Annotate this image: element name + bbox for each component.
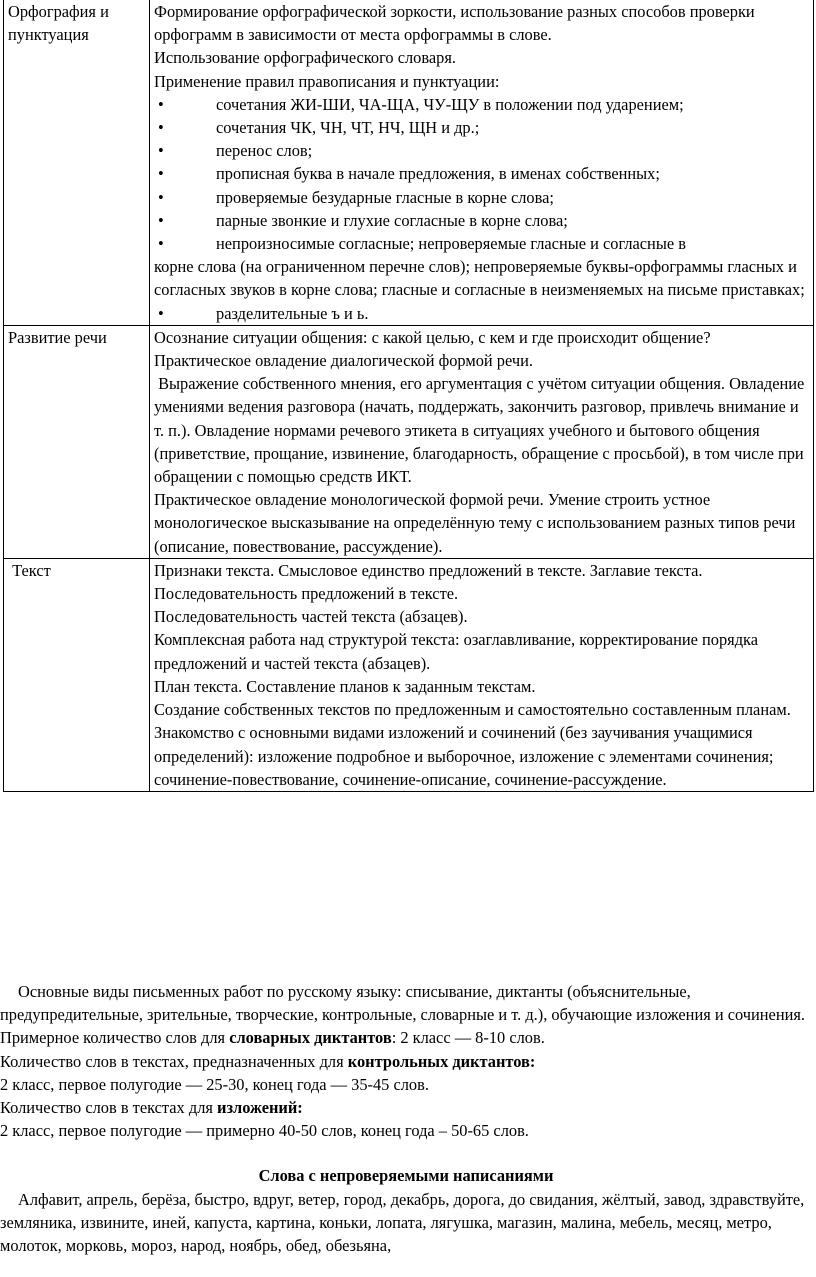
written-works-paragraph: Основные виды письменных работ по русскому языку: списывание, диктанты (объяснительные, предупредительные, зрительные, творческие, контрольные, словарные и т. д.), обучающие изложения и сочинения. — [0, 982, 806, 1025]
topic-label: Текст — [8, 560, 51, 580]
bullet-icon: • — [158, 164, 164, 184]
list-item — [154, 209, 807, 232]
table-row — [4, 325, 814, 558]
paragraph: Знакомство с основными видами изложений и сочинений (без заучивания учащимися определений): изложение подробное и выборочное, изложение с элементами сочинения; сочинение-повествование, сочинение-описание, сочинение-рассуждение. — [154, 723, 774, 789]
topic-cell — [4, 325, 150, 558]
paragraph: Применение правил правописания и пунктуации: — [154, 71, 500, 91]
list-item — [154, 116, 807, 139]
text-span: Примерное количество слов для — [0, 1028, 230, 1048]
list-item-text: перенос слов; — [216, 141, 313, 161]
topic-label: Орфография и пунктуация — [8, 2, 109, 45]
paragraph: Последовательность частей текста (абзацев). — [154, 607, 468, 627]
bullet-icon: • — [158, 94, 164, 114]
exposition-line — [0, 1096, 812, 1119]
list-item-text: сочетания ЖИ-ШИ, ЧА-ЩА, ЧУ-ЩУ в положении под ударением; — [216, 94, 684, 114]
exposition-values: 2 класс, первое полугодие — примерно 40-50 слов, конец года – 50-65 слов. — [0, 1121, 529, 1141]
table-row — [4, 0, 814, 325]
paragraph: Создание собственных текстов по предложенным и самостоятельно составленным планам. — [154, 700, 791, 720]
bold-term: изложений: — [217, 1098, 303, 1118]
curriculum-table — [3, 0, 814, 792]
list-item-text: парные звонкие и глухие согласные в корне слова; — [216, 210, 568, 230]
control-dictation-values: 2 класс, первое полугодие — 25-30, конец года — 35-45 слов. — [0, 1074, 429, 1094]
list-item — [154, 93, 807, 116]
list-item — [154, 162, 807, 185]
paragraph: Последовательность предложений в тексте. — [154, 584, 459, 604]
paragraph: Практическое овладение монологической формой речи. Умение строить устное монологическое высказывание на определённую тему с использованием разных типов речи (описание, повествование, рассуждение). — [154, 490, 796, 556]
control-dictation-line — [0, 1050, 812, 1073]
notes-section — [0, 980, 812, 1257]
list-item-text: прописная буква в начале предложения, в именах собственных; — [216, 164, 660, 184]
list-item — [154, 186, 807, 209]
bullet-icon: • — [158, 210, 164, 230]
bullet-icon: • — [158, 187, 164, 207]
bullet-icon: • — [158, 303, 164, 323]
bullet-icon: • — [158, 118, 164, 138]
list-item-text: сочетания ЧК, ЧН, ЧТ, НЧ, ЩН и др.; — [216, 118, 480, 138]
list-item-text: непроизносимые согласные; непроверяемые гласные и согласные в — [216, 234, 686, 254]
list-item-continuation: корне слова (на ограниченном перечне слов); непроверяемые буквы-орфограммы гласных и согласных звуков в корне слова; гласные и согласные в неизменяемых на письме приставках; — [154, 257, 805, 300]
list-item — [154, 139, 807, 162]
text-span: Количество слов в текстах, предназначенных для — [0, 1051, 348, 1071]
bold-term: словарных диктантов — [229, 1028, 392, 1048]
content-cell — [150, 0, 814, 325]
text-span: : 2 класс — 8-10 слов. — [391, 1028, 545, 1048]
paragraph: Формирование орфографической зоркости, использование разных способов проверки орфограмм в зависимости от места орфограммы в слове. — [154, 2, 755, 45]
list-item — [154, 302, 807, 325]
paragraph: Практическое овладение диалогической формой речи. — [154, 351, 533, 371]
list-item-text: проверяемые безударные гласные в корне слова; — [216, 187, 554, 207]
topic-cell — [4, 0, 150, 325]
content-cell — [150, 558, 814, 791]
bold-term: контрольных диктантов: — [347, 1051, 536, 1071]
paragraph: Признаки текста. Смысловое единство предложений в тексте. Заглавие текста. — [154, 560, 703, 580]
topic-cell — [4, 558, 150, 791]
paragraph: Выражение собственного мнения, его аргументация с учётом ситуации общения. Овладение умениями ведения разговора (начать, поддержать, закончить разговор, привлечь внимание и т. п.). Овладение нормами речевого этикета в ситуациях учебного и бытового общения (приветствие, прощание, извинение, благодарность, обращение с просьбой), в том числе при обращении с помощью средств ИКТ. — [154, 374, 809, 487]
paragraph: Комплексная работа над структурой текста: озаглавливание, корректирование порядка предложений и частей текста (абзацев). — [154, 630, 759, 673]
paragraph: План текста. Составление планов к заданным текстам. — [154, 676, 536, 696]
words-list: Алфавит, апрель, берёза, быстро, вдруг, ветер, город, декабрь, дорога, до свидания, жёлтый, завод, здравствуйте, земляника, извините, иней, капуста, картина, коньки, лопата, лягушка, магазин, малина, мебель, месяц, метро, молоток, морковь, мороз, народ, ноябрь, обед, обезьяна, — [0, 1189, 805, 1256]
vocab-dictation-line — [0, 1026, 812, 1049]
list-item — [154, 232, 807, 255]
content-cell — [150, 325, 814, 558]
bullet-icon: • — [158, 141, 164, 161]
section-heading: Слова с непроверяемыми написаниями — [258, 1166, 554, 1186]
text-span: Количество слов в текстах для — [0, 1098, 218, 1118]
list-item-text: разделительные ъ и ь. — [216, 303, 369, 323]
paragraph: Осознание ситуации общения: с какой целью, с кем и где происходит общение? — [154, 327, 711, 347]
topic-label: Развитие речи — [8, 327, 107, 347]
table-row — [4, 558, 814, 791]
paragraph: Использование орфографического словаря. — [154, 48, 457, 68]
bullet-icon: • — [158, 234, 164, 254]
